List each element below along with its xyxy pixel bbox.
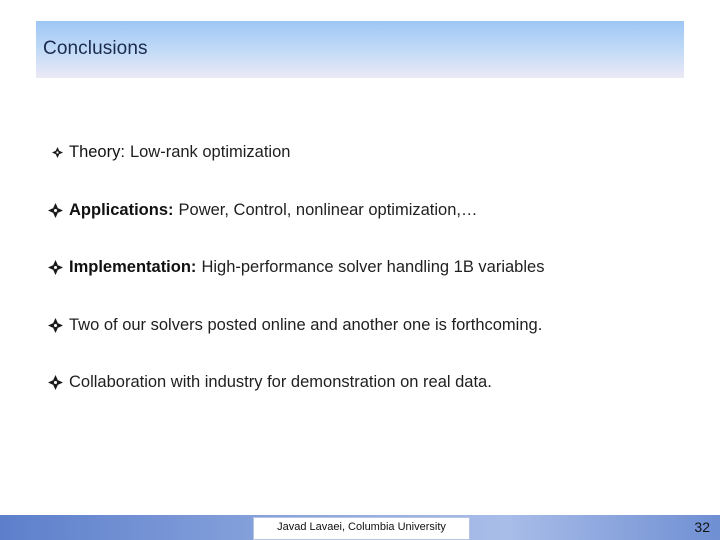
bullet-item-implementation	[48, 257, 544, 277]
bullet-icon	[52, 147, 63, 158]
title-bar	[36, 21, 684, 78]
bullet-term: Theory:	[69, 143, 125, 161]
bullet-text: High-performance solver handling 1B variables	[201, 258, 545, 276]
footer-bar	[0, 515, 720, 540]
bullet-text: Two of our solvers posted online and another one is forthcoming.	[69, 316, 543, 334]
bullet-text: Power, Control, nonlinear optimization,…	[178, 201, 478, 219]
footer-author: Javad Lavaei, Columbia University	[277, 521, 446, 533]
bullet-term: Applications:	[69, 201, 174, 219]
bullet-icon	[48, 318, 63, 333]
bullet-term: Implementation:	[69, 258, 197, 276]
bullet-item-collaboration	[48, 372, 492, 392]
bullet-icon	[48, 375, 63, 390]
slide-title: Conclusions	[43, 38, 148, 59]
page-number: 32	[694, 519, 710, 535]
bullet-icon	[48, 260, 63, 275]
bullet-icon	[48, 203, 63, 218]
bullet-text: Collaboration with industry for demonstration on real data.	[69, 373, 492, 391]
bullet-text: Low-rank optimization	[129, 143, 291, 161]
bullet-item-solvers	[48, 315, 542, 335]
footer-author-box	[253, 517, 470, 540]
bullet-item-theory	[52, 142, 290, 162]
bullet-item-applications	[48, 200, 478, 220]
